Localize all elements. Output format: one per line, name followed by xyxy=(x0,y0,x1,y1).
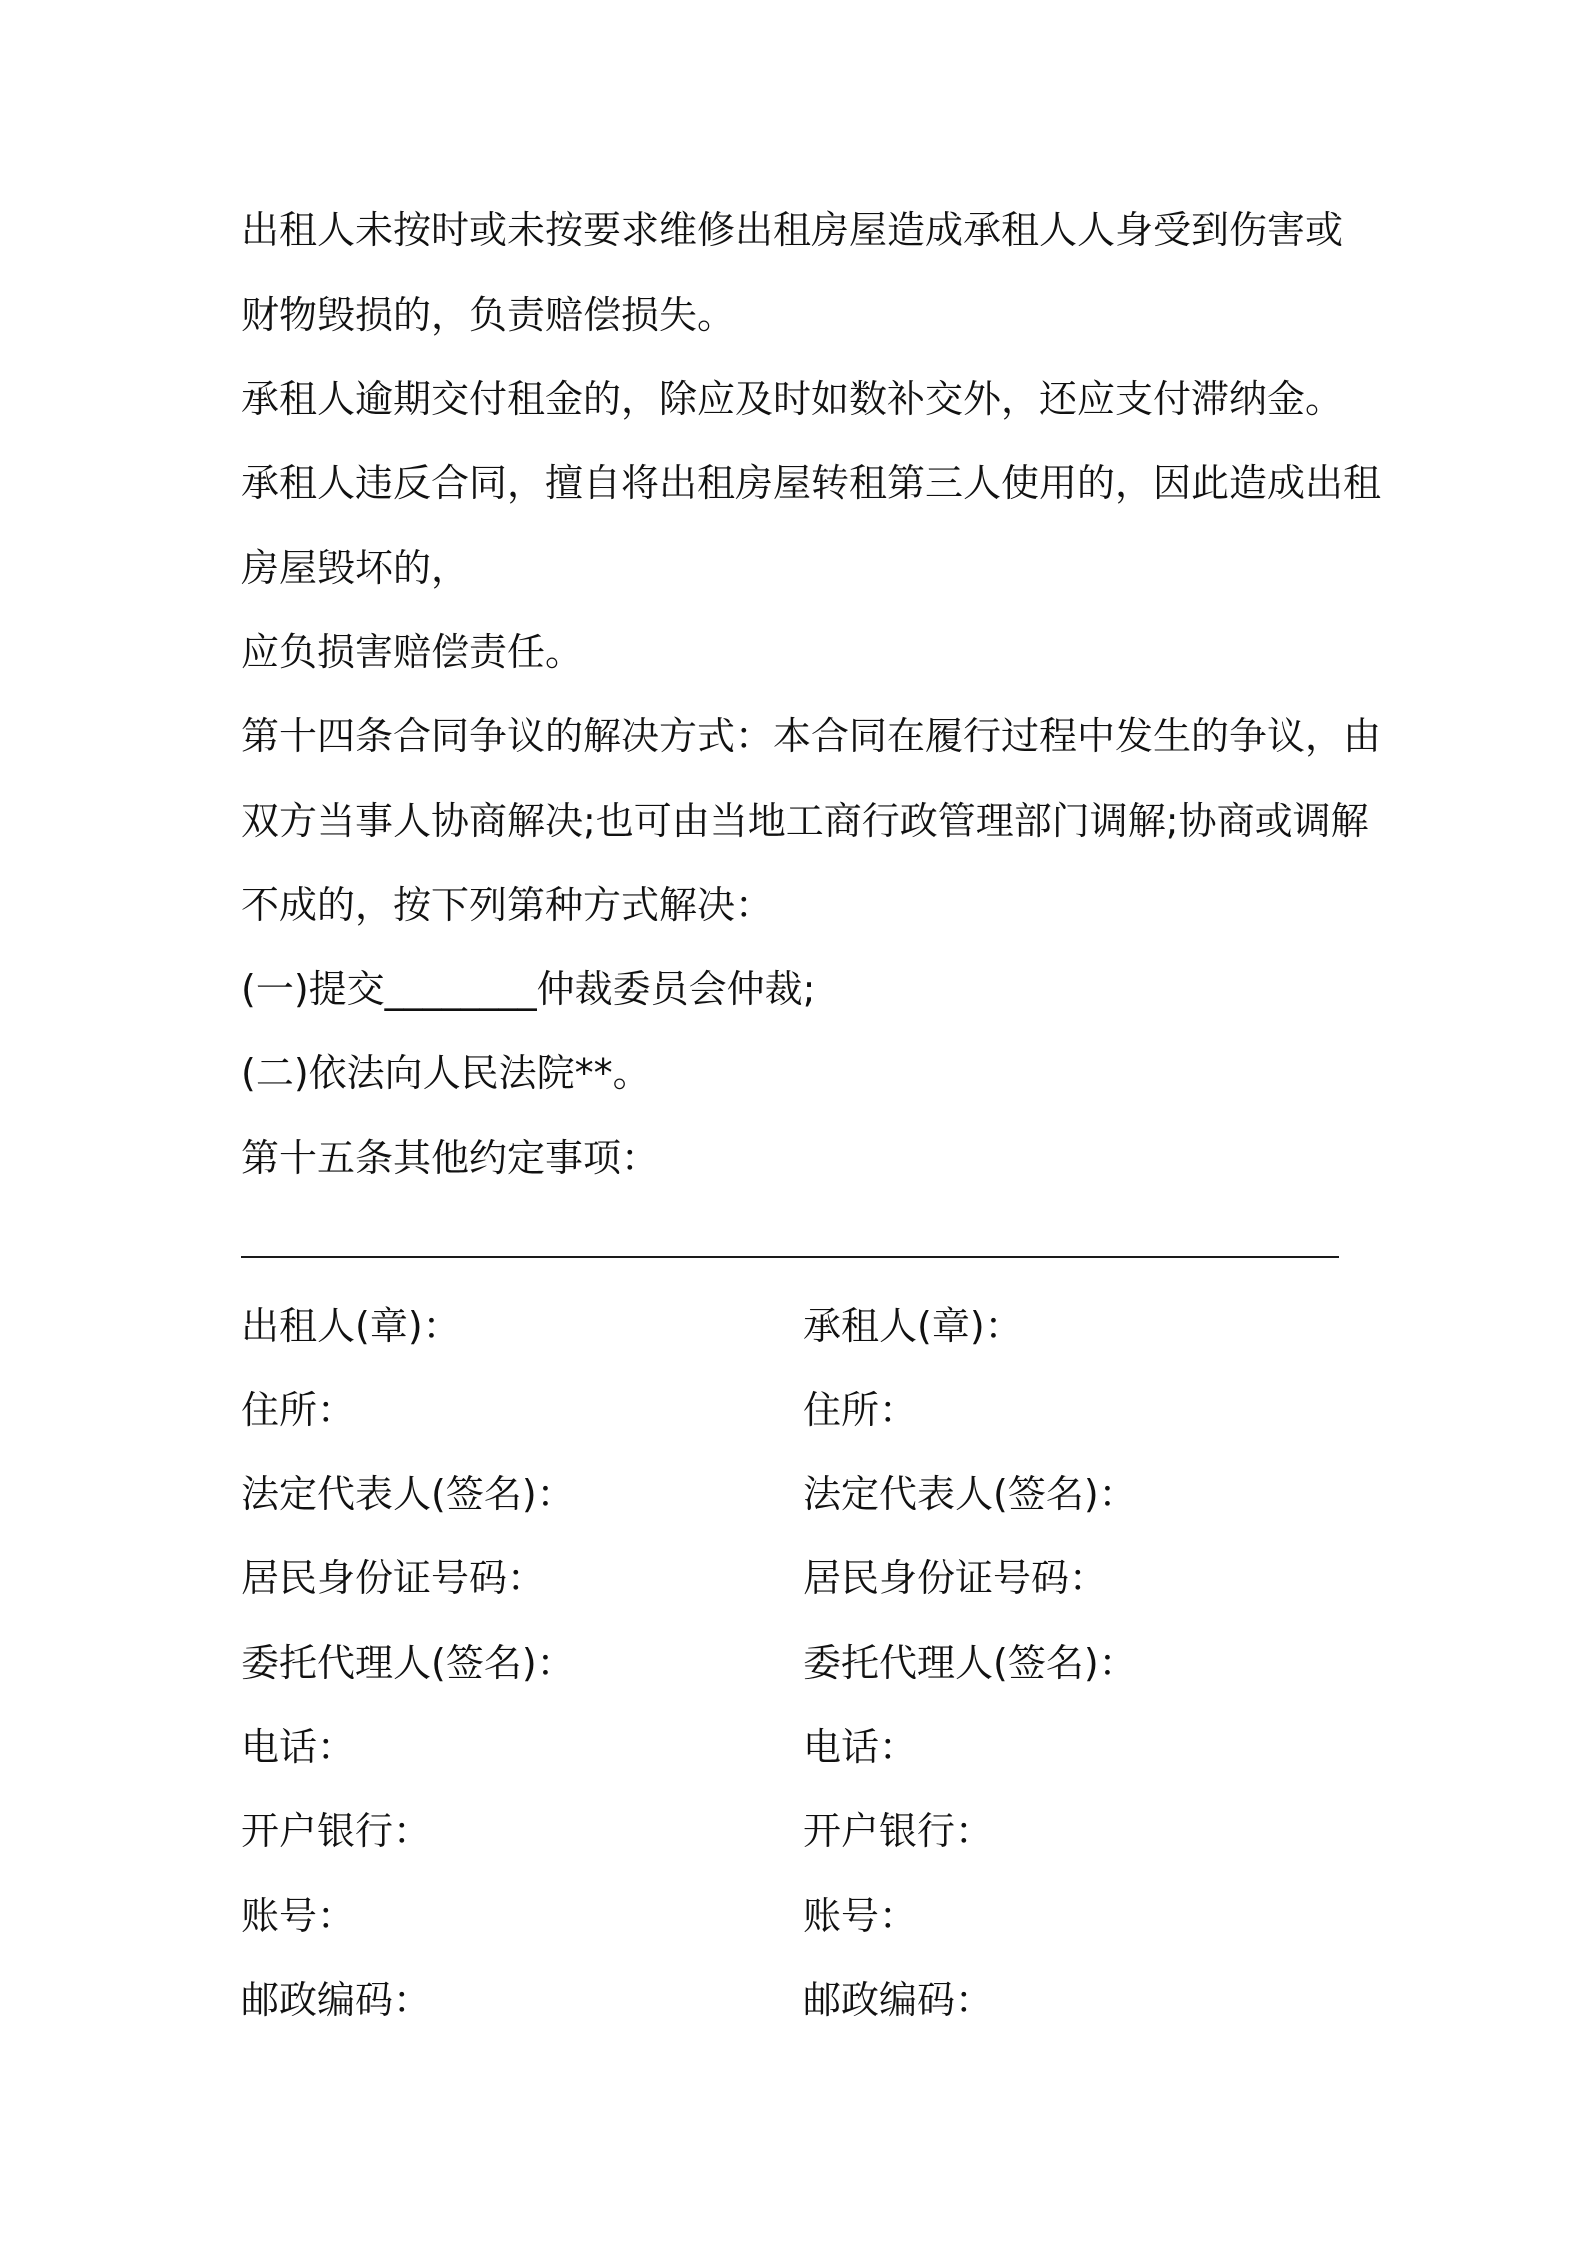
lessor-agent-label: 委托代理人(签名)： xyxy=(241,1641,575,1685)
lessor-legal-rep-label: 法定代表人(签名)： xyxy=(241,1472,575,1516)
lessor-address-label: 住所： xyxy=(241,1388,356,1432)
body-line-6: 应负损害赔偿责任。 xyxy=(241,630,584,674)
article-14-line-3: 不成的，按下列第种方式解决： xyxy=(241,883,774,927)
body-line-1: 出租人未按时或未按要求维修出租房屋造成承租人人身受到伤害或 xyxy=(241,208,1344,252)
body-line-2: 财物毁损的，负责赔偿损失。 xyxy=(241,293,736,337)
lessee-bank-label: 开户银行： xyxy=(803,1809,994,1853)
lessor-account-label: 账号： xyxy=(241,1894,356,1938)
body-line-3: 承租人逾期交付租金的，除应及时如数补交外，还应支付滞纳金。 xyxy=(241,377,1344,421)
lessee-legal-rep-label: 法定代表人(签名)： xyxy=(803,1472,1137,1516)
body-line-4: 承租人违反合同，擅自将出租房屋转租第三人使用的，因此造成出租 xyxy=(241,461,1382,505)
lessee-address-label: 住所： xyxy=(803,1388,918,1432)
lessee-account-label: 账号： xyxy=(803,1894,918,1938)
article-14-line-2: 双方当事人协商解决;也可由当地工商行政管理部门调解;协商或调解 xyxy=(241,799,1369,843)
article-15-heading: 第十五条其他约定事项： xyxy=(241,1136,660,1180)
lessor-bank-label: 开户银行： xyxy=(241,1809,432,1853)
fill-in-line xyxy=(241,1256,1339,1258)
lessor-phone-label: 电话： xyxy=(241,1725,356,1769)
lessee-id-number-label: 居民身份证号码： xyxy=(803,1556,1108,1600)
lessee-agent-label: 委托代理人(签名)： xyxy=(803,1641,1137,1685)
lessor-seal-label: 出租人(章)： xyxy=(241,1304,461,1348)
lessee-phone-label: 电话： xyxy=(803,1725,918,1769)
lessee-seal-label: 承租人(章)： xyxy=(803,1304,1023,1348)
arbitration-option: (一)提交________仲裁委员会仲裁; xyxy=(241,967,816,1011)
article-14-line-1: 第十四条合同争议的解决方式：本合同在履行过程中发生的争议，由 xyxy=(241,714,1382,758)
lessor-postcode-label: 邮政编码： xyxy=(241,1978,432,2022)
court-option: (二)依法向人民法院**。 xyxy=(241,1051,651,1095)
body-line-5: 房屋毁坏的， xyxy=(241,546,470,590)
lessee-postcode-label: 邮政编码： xyxy=(803,1978,994,2022)
lessor-id-number-label: 居民身份证号码： xyxy=(241,1556,546,1600)
